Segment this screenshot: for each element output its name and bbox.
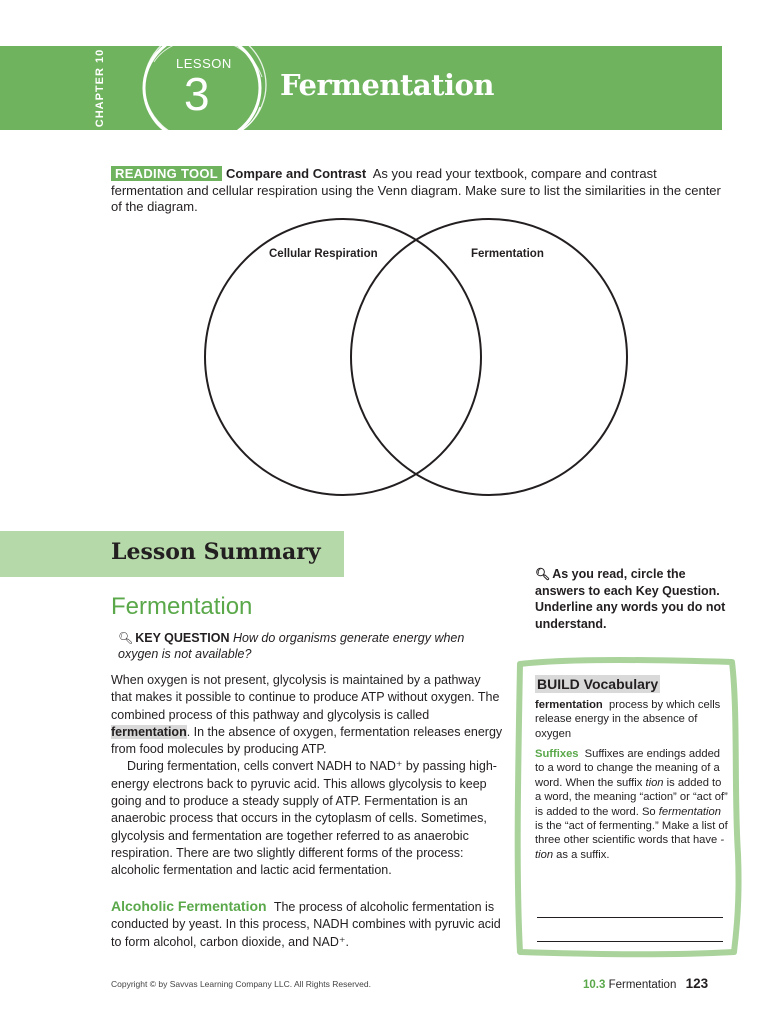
page-number: 123 (685, 976, 709, 991)
vocab-term: fermentation (535, 699, 603, 711)
vocab-definition: fermentation process by which cells release energy in the absence of oxygen (535, 699, 721, 740)
copyright: Copyright © by Savvas Learning Company LLC. All Rights Reserved. (111, 979, 371, 989)
alcoholic-fermentation-paragraph (111, 898, 503, 951)
key-icon: 🔍︎ (118, 631, 134, 645)
footer-section-title: Fermentation (608, 979, 677, 991)
summary-body (111, 672, 503, 880)
suffix-note: Suffixes Suffixes are endings added to a word to change the meaning of a word. When the suffix tion is added to a word, the meaning “action” or “act of” is added to the word. So fermentation is the “act of fermenting.” Make a list of three other scientific words that have -tion as a suffix. (535, 748, 728, 861)
vocab-term-highlight: fermentation (111, 724, 187, 739)
section-heading: Fermentation (111, 593, 253, 620)
key-question-label: KEY QUESTION (135, 631, 230, 645)
reading-tool-badge: READING TOOL (111, 166, 222, 181)
reading-tool-text: As you read your textbook, compare and contrast fermentation and cellular respiration using the Venn diagram. Make sure to list the similarities in the center of the diagram. (111, 166, 721, 214)
venn-label-cellular-respiration: Cellular Respiration (269, 248, 378, 260)
lesson-number: 3 (184, 68, 210, 120)
reading-tool-instructions (111, 166, 723, 216)
reading-tool-lead: Compare and Contrast (226, 166, 367, 181)
alcoholic-fermentation-text: The process of alcoholic fermentation is conducted by yeast. In this process, NADH combines with pyruvic acid to form alcohol, carbon dioxide, and NAD⁺. (111, 900, 501, 949)
lesson-summary-heading: Lesson Summary (111, 539, 321, 565)
key-question-text: How do organisms generate energy when oxygen is not available? (118, 631, 465, 661)
suffix-heading: Suffixes (535, 748, 579, 760)
answer-line[interactable] (537, 917, 723, 918)
lesson-title: Fermentation (280, 68, 494, 102)
page-footer (583, 976, 708, 991)
answer-line[interactable] (537, 941, 723, 942)
lesson-word: LESSON (176, 56, 232, 71)
summary-paragraph-1: When oxygen is not present, glycolysis is maintained by a pathway that makes it possible to continue to produce ATP without oxygen. The combined process of this pathway and glycolysis is called fermentation. In the absence of oxygen, fermentation releases energy from food molecules by producing ATP. (111, 673, 503, 757)
margin-note: 🔍︎ As you read, circle the answers to each Key Question. Underline any words you do not understand. (535, 567, 726, 631)
venn-diagram (195, 215, 635, 505)
venn-circle-left (205, 219, 481, 495)
venn-circle-right (351, 219, 627, 495)
key-icon: 🔍︎ (535, 567, 551, 581)
chapter-label: CHAPTER 10 (94, 48, 106, 128)
build-vocabulary-heading: BUILD Vocabulary (537, 676, 659, 692)
key-question (118, 630, 503, 662)
footer-section-number: 10.3 (583, 979, 606, 991)
venn-label-fermentation: Fermentation (471, 248, 544, 260)
summary-paragraph-2: During fermentation, cells convert NADH to NAD⁺ by passing high-energy electrons back to pyruvic acid. This allows glycolysis to keep going and to produce a steady supply of ATP. Fermentation is an anaerobic process that occurs in the cytoplasm of cells. Sometimes, glycolysis and fermentation are together referred to as anaerobic respiration. There are two slightly different forms of the process: alcoholic fermentation and lactic acid fermentation. (111, 759, 497, 878)
alcoholic-fermentation-heading: Alcoholic Fermentation (111, 898, 267, 914)
